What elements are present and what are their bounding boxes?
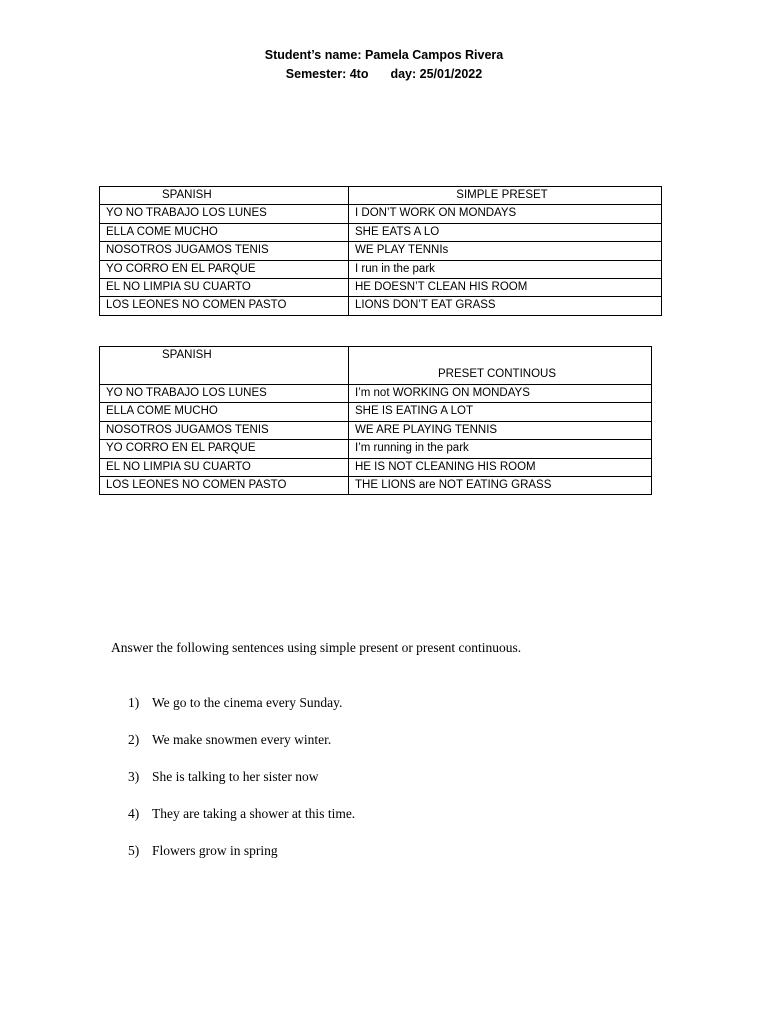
answer-list [110,694,355,879]
list-item-text: We make snowmen every winter. [152,732,332,747]
list-item-text: Flowers grow in spring [152,843,278,858]
spanish-cell: YO NO TRABAJO LOS LUNES [100,205,349,223]
spanish-cell: LOS LEONES NO COMEN PASTO [100,297,349,315]
column-header: SIMPLE PRESET [349,187,662,205]
list-item [110,805,355,842]
table-header-row [100,187,662,205]
english-cell: I DON’T WORK ON MONDAYS [349,205,662,223]
english-cell: I’m running in the park [349,440,652,458]
spanish-cell: NOSOTROS JUGAMOS TENIS [100,421,349,439]
list-item-number: 3) [128,769,140,784]
table-row [100,477,652,495]
english-cell: I’m not WORKING ON MONDAYS [349,385,652,403]
day: day: 25/01/2022 [390,67,483,81]
english-cell: SHE IS EATING A LOT [349,403,652,421]
list-item-number: 2) [128,732,140,747]
list-item [110,768,355,805]
list-item-text: They are taking a shower at this time. [152,806,356,821]
column-header: PRESET CONTINOUS [349,347,652,385]
english-cell: WE ARE PLAYING TENNIS [349,421,652,439]
table-row [100,279,662,297]
semester-day-line [0,65,768,84]
list-item [110,731,355,768]
table-row [100,458,652,476]
list-item-text: She is talking to her sister now [152,769,319,784]
table-row [100,421,652,439]
table-row [100,403,652,421]
spanish-cell: YO CORRO EN EL PARQUE [100,260,349,278]
semester: Semester: 4to [285,67,369,81]
spanish-cell: EL NO LIMPIA SU CUARTO [100,279,349,297]
list-item-number: 4) [128,806,140,821]
document-header [0,46,768,84]
list-item-number: 1) [128,695,140,710]
english-cell: HE IS NOT CLEANING HIS ROOM [349,458,652,476]
spanish-cell: YO CORRO EN EL PARQUE [100,440,349,458]
spanish-cell: LOS LEONES NO COMEN PASTO [100,477,349,495]
spanish-cell: NOSOTROS JUGAMOS TENIS [100,242,349,260]
column-header: SPANISH [100,347,349,385]
table-row [100,440,652,458]
table-header-row [100,347,652,385]
list-item-number: 5) [128,843,140,858]
spanish-cell: YO NO TRABAJO LOS LUNES [100,385,349,403]
english-cell: SHE EATS A LO [349,223,662,241]
column-header: SPANISH [100,187,349,205]
table-row [100,297,662,315]
english-cell: HE DOESN’T CLEAN HIS ROOM [349,279,662,297]
table-row [100,242,662,260]
spanish-cell: EL NO LIMPIA SU CUARTO [100,458,349,476]
table-row [100,223,662,241]
english-cell: LIONS DON’T EAT GRASS [349,297,662,315]
list-item-text: We go to the cinema every Sunday. [152,695,343,710]
table-row [100,205,662,223]
list-item [110,694,355,731]
english-cell: THE LIONS are NOT EATING GRASS [349,477,652,495]
english-cell: WE PLAY TENNIs [349,242,662,260]
table-row [100,385,652,403]
table-row [100,260,662,278]
student-name: Student’s name: Pamela Campos Rivera [264,48,504,62]
list-item [110,842,355,879]
spanish-cell: ELLA COME MUCHO [100,403,349,421]
present-continuous-table [99,346,652,495]
spanish-cell: ELLA COME MUCHO [100,223,349,241]
english-cell: I run in the park [349,260,662,278]
instruction-text: Answer the following sentences using simple present or present continuous. [111,640,522,655]
simple-present-table [99,186,662,316]
